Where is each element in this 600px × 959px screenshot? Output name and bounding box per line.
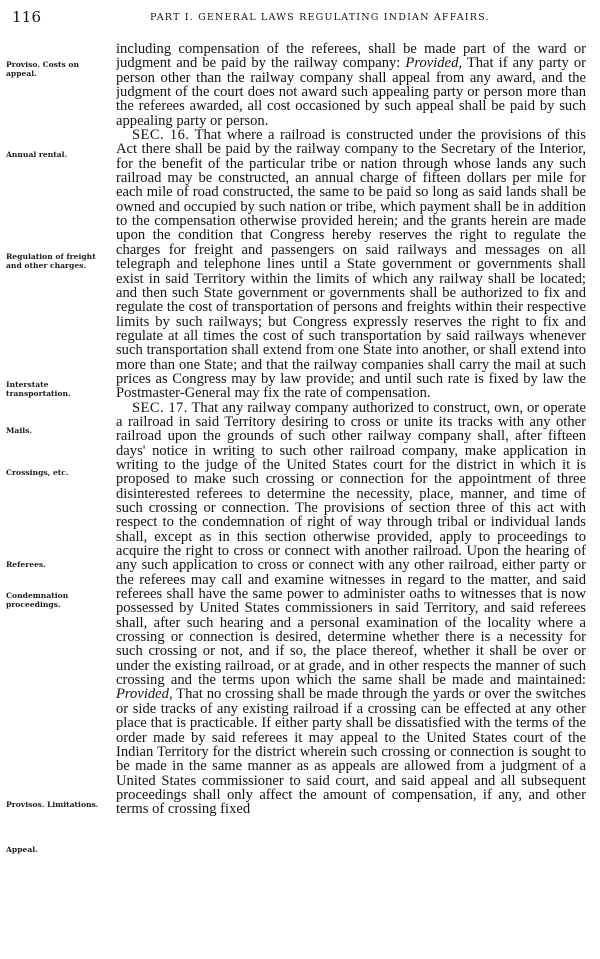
- text-run: That where a railroad is constructed under the provisions of this Act there shall be paid by the railway company to the Secretary of the Interior, for the benefit of the particular tribe or nation through whose lands any such railroad may be constructed, an annual charge of fifteen dollars per mile for each mile of road constructed, the same to be paid so long as said lands shall be owned and occupied by such nation or tribe, which payment shall be in addition to the compensation otherwise provided herein; and the grants herein are made upon the condition that Congress hereby reserves the right to regulate the charges for freight and passengers on said railways and messages on all telegraph and telephone lines until a State government or governments shall exist in said Territory within the limits of which any railway shall be located; and then such State government or governments shall be authorized to fix and regulate the cost of transportation of persons and freights within their respective limits by such railways; but Congress expressly reserves the right to fix and regulate at all times the cost of such transportation by said railways whenever such transportation shall extend from one State into another, or shall extend into more than one State; and that the railway companies shall carry the mail at such prices as Congress may by law provide; and until such rate is fixed by law the Postmaster-General may fix the rate of compensation.: [116, 127, 586, 402]
- running-head: PART I. GENERAL LAWS REGULATING INDIAN AFFAIRS.: [150, 12, 490, 23]
- section-17: [116, 401, 586, 817]
- margin-note-proviso-costs: Proviso. Costs on appeal.: [6, 60, 79, 78]
- paragraph-proviso: [116, 42, 586, 128]
- margin-note-annual-rental: Annual rental.: [6, 150, 68, 159]
- statute-text: [116, 42, 586, 952]
- margin-note-referees: Referees.: [6, 560, 46, 569]
- margin-note-mails: Mails.: [6, 426, 33, 435]
- text-run: That any railway company authorized to construct, own, or operate a railroad in said Territory desiring to cross or unite its tracks with any other railroad upon the grounds of such other railway company shall, after fifteen days' notice in writing to such other railroad company, make application in writing to the judge of the United States court for the district in which it is proposed to make such crossing or connection for the appointment of three disinterested referees to determine the necessity, place, manner, and time of such crossing or connection. The provisions of section three of this act with respect to the condemnation of right of way through tribal or individual lands shall, except as in this section otherwise provided, apply to proceedings to acquire the right to cross or connect with another railroad. Upon the hearing of any such application to cross or connect with any other railroad, either party or the referees may call and examine witnesses in regard to the matter, and said referees shall have the same power to administer oaths to witnesses that is now possessed by United States commissioners in said Territory, and said referees shall, after such hearing and a personal examination of the locality where a crossing or connection is desired, determine whether there is a necessity for such crossing or not, and if so, the place thereof, whether it shall be over or under the existing railroad, or at grade, and in other respects the manner of such crossing and the terms upon which the same shall be made and maintained:: [116, 399, 586, 689]
- margin-note-interstate: Interstate transportation.: [6, 380, 71, 398]
- page-number: 116: [12, 8, 42, 26]
- section-label: SEC. 16.: [132, 127, 190, 144]
- margin-note-condemnation: Condemnation proceedings.: [6, 591, 69, 609]
- section-16: [116, 128, 586, 401]
- provided-italic: Provided,: [405, 55, 463, 72]
- margin-note-crossings: Crossings, etc.: [6, 468, 69, 477]
- section-label: SEC. 17.: [132, 399, 188, 416]
- page-header: [0, 0, 600, 34]
- margin-note-provisos-limitations: Provisos. Limitations.: [6, 800, 99, 809]
- margin-note-regulation-freight: Regulation of freight and other charges.: [6, 252, 96, 270]
- text-run: including compensation of the referees, shall be made part of the ward or judgment and be paid by the railway company:: [116, 42, 586, 72]
- margin-note-appeal: Appeal.: [6, 845, 38, 854]
- text-run: That if any party or person other than the railway company shall appeal from any award, and the judgment of the court does not award such appealing party or person more than the referees awarded, all cost occasioned by such appeal shall be paid by such appealing party or person.: [116, 55, 586, 129]
- provided-italic: Provided,: [116, 686, 173, 703]
- text-run: That no crossing shall be made through the yards or over the switches or side tracks of any existing railroad if a crossing can be effected at any other place that is practicable. If either party shall be dissatisfied with the terms of the order made by said referees it may appeal to the United States court of the Indian Territory for the district wherein such crossing or connection is sought to be made in the same manner as as appeals are allowed from a judgment of a United States commissioner to said court, and said appeal and all subsequent proceedings shall only affect the amount of compensation, if any, and other terms of crossing fixed: [116, 686, 586, 818]
